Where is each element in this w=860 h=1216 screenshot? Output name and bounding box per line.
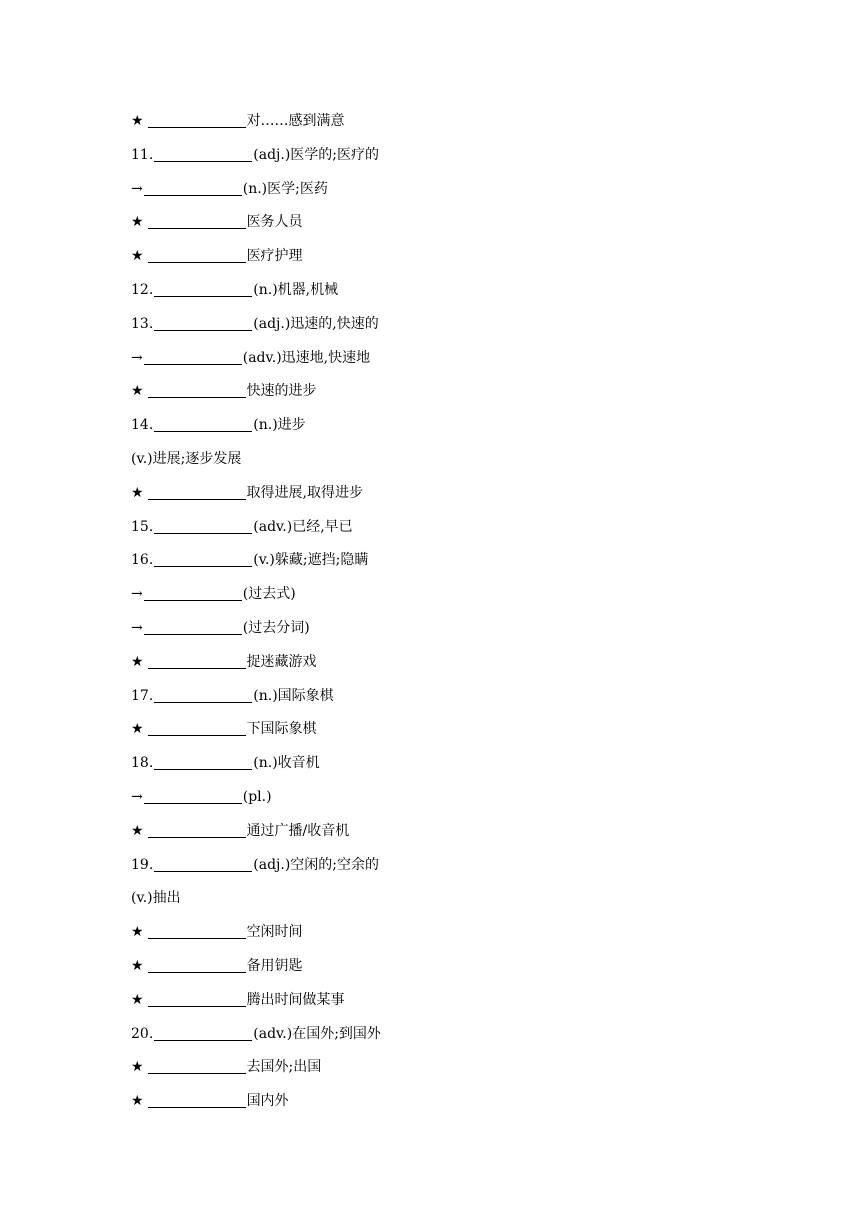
vocab-definition: (n.)进步 [253,417,306,434]
vocab-row [131,821,381,855]
item-number: 18. [131,755,154,772]
vocab-row [131,145,381,179]
arrow-right-icon: → [131,180,143,197]
item-number: 19. [131,856,154,873]
vocab-definition: 去国外;出国 [246,1059,322,1076]
item-number: 20. [131,1025,154,1042]
vocab-definition: 腾出时间做某事 [246,991,345,1008]
vocab-row [131,550,381,584]
answer-blank[interactable] [148,652,246,669]
vocab-row [131,787,381,821]
answer-blank[interactable] [154,1024,252,1041]
answer-blank[interactable] [154,517,252,534]
vocab-row [131,584,381,618]
answer-blank[interactable] [154,686,252,703]
answer-blank[interactable] [148,719,246,736]
answer-blank[interactable] [144,584,242,601]
vocab-definition: (pl.) [242,788,272,805]
vocab-definition: (adj.)空闲的;空余的 [253,856,380,873]
vocab-row [131,1057,381,1091]
star-icon: ★ [131,214,144,231]
vocab-row [131,246,381,280]
answer-blank[interactable] [144,787,242,804]
vocab-row [131,280,381,314]
vocab-definition: 医疗护理 [246,248,303,265]
answer-blank[interactable] [154,550,252,567]
answer-blank[interactable] [148,1091,246,1108]
item-number: 11. [131,146,154,163]
answer-blank[interactable] [144,618,242,635]
star-icon: ★ [131,822,144,839]
vocab-definition: 取得进展,取得进步 [246,484,364,501]
arrow-right-icon: → [131,619,143,636]
answer-blank[interactable] [154,415,252,432]
star-icon: ★ [131,924,144,941]
arrow-right-icon: → [131,349,143,366]
vocab-definition: (n.)医学;医药 [242,180,328,197]
vocab-row [131,990,381,1024]
vocab-definition: 通过广播/收音机 [246,822,350,839]
item-number: 12. [131,281,154,298]
answer-blank[interactable] [148,956,246,973]
item-number: 15. [131,518,154,535]
arrow-right-icon: → [131,586,143,603]
answer-blank[interactable] [144,179,242,196]
star-icon: ★ [131,484,144,501]
vocab-definition: (adj.)医学的;医疗的 [253,146,380,163]
answer-blank[interactable] [154,855,252,872]
answer-blank[interactable] [144,348,242,365]
vocab-row [131,348,381,382]
vocab-definition: (v.)抽出 [131,890,181,907]
star-icon: ★ [131,721,144,738]
vocab-row [131,517,381,551]
vocab-row [131,1024,381,1058]
vocab-definition: (n.)机器,机械 [253,281,339,298]
vocab-row [131,922,381,956]
answer-blank[interactable] [148,922,246,939]
vocab-definition: (n.)国际象棋 [253,687,334,704]
vocab-row [131,618,381,652]
vocab-definition: (v.)进展;逐步发展 [131,450,242,467]
answer-blank[interactable] [148,246,246,263]
answer-blank[interactable] [148,111,246,128]
answer-blank[interactable] [148,821,246,838]
answer-blank[interactable] [154,280,252,297]
vocab-row [131,179,381,213]
vocab-definition: (v.)躲藏;遮挡;隐瞒 [253,552,369,569]
star-icon: ★ [131,113,144,129]
star-icon: ★ [131,1093,144,1110]
star-icon: ★ [131,991,144,1008]
vocab-row [131,212,381,246]
vocabulary-list [131,111,381,1125]
vocab-definition: 医务人员 [246,214,303,231]
arrow-right-icon: → [131,788,143,805]
item-number: 16. [131,552,154,569]
vocab-row [131,719,381,753]
vocab-definition: (adv.)已经,早已 [253,518,353,535]
vocab-definition: 对……感到满意 [246,113,345,129]
vocab-definition: 快速的进步 [246,383,317,400]
vocab-row [131,855,381,889]
star-icon: ★ [131,653,144,670]
vocab-row [131,1091,381,1125]
vocab-definition: 捉迷藏游戏 [246,653,317,670]
answer-blank[interactable] [148,990,246,1007]
vocab-definition: (adv.)在国外;到国外 [253,1025,381,1042]
vocab-row [131,753,381,787]
answer-blank[interactable] [148,381,246,398]
vocab-row [131,314,381,348]
vocab-row [131,415,381,449]
vocab-row [131,483,381,517]
answer-blank[interactable] [154,314,252,331]
vocab-definition: (n.)收音机 [253,755,320,772]
vocab-row [131,686,381,720]
star-icon: ★ [131,957,144,974]
answer-blank[interactable] [148,483,246,500]
star-icon: ★ [131,383,144,400]
vocab-definition: 国内外 [246,1093,289,1110]
vocab-definition: (adj.)迅速的,快速的 [253,315,379,332]
vocab-row [131,956,381,990]
star-icon: ★ [131,248,144,265]
vocab-row [131,449,381,483]
item-number: 13. [131,315,154,332]
star-icon: ★ [131,1059,144,1076]
vocab-definition: 备用钥匙 [246,957,303,974]
vocab-row [131,652,381,686]
item-number: 17. [131,687,154,704]
vocab-definition: (过去分词) [242,619,310,636]
vocab-definition: 空闲时间 [246,924,303,941]
answer-blank[interactable] [148,212,246,229]
vocab-definition: (adv.)迅速地,快速地 [242,349,371,366]
vocab-definition: (过去式) [242,586,296,603]
vocab-row [131,111,381,145]
vocab-definition: 下国际象棋 [246,721,317,738]
vocab-row [131,888,381,922]
item-number: 14. [131,417,154,434]
answer-blank[interactable] [148,1057,246,1074]
vocab-row [131,381,381,415]
answer-blank[interactable] [154,145,252,162]
answer-blank[interactable] [154,753,252,770]
